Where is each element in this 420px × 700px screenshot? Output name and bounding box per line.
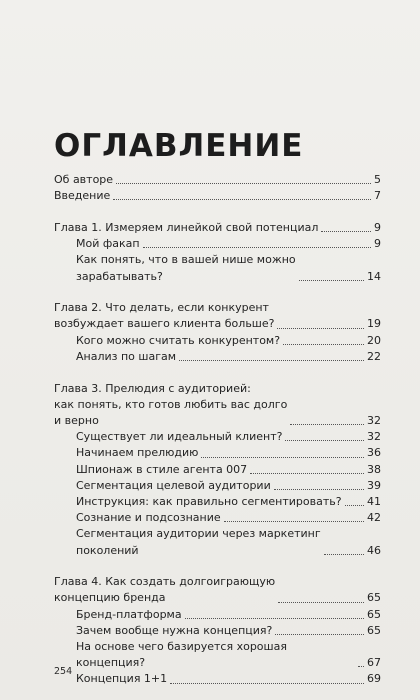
- toc-section-entry[interactable]: [54, 462, 381, 478]
- toc-group: [54, 172, 381, 204]
- toc-entry-page: 65: [367, 623, 381, 637]
- dot-leader: [116, 183, 371, 184]
- toc-entry-title: Анализ по шагам: [76, 349, 177, 363]
- bleed-through-text: [44, 6, 392, 126]
- toc-entry-page: 32: [367, 430, 381, 444]
- toc-section-entry[interactable]: [54, 333, 381, 349]
- toc-entry-page: 36: [367, 446, 381, 460]
- dot-leader: [170, 683, 364, 684]
- toc-entry-title: Концепция 1+1: [76, 672, 168, 686]
- toc-entry-page: 46: [367, 543, 381, 557]
- toc-section-entry[interactable]: [54, 349, 381, 365]
- toc-entry-title: Об авторе: [54, 173, 114, 186]
- page-title: ОГЛАВЛЕНИЕ: [54, 128, 304, 164]
- dot-leader: [113, 199, 371, 200]
- toc-section-entry[interactable]: [54, 623, 381, 639]
- toc-group: [54, 381, 381, 559]
- toc-entry-page: 9: [374, 237, 381, 251]
- dot-leader: [290, 424, 364, 425]
- dot-leader: [224, 521, 364, 522]
- toc-entry-title: Инструкция: как правильно сегментировать?: [76, 494, 342, 508]
- toc-entry-page: 42: [367, 511, 381, 525]
- toc-entry-page: 9: [374, 220, 381, 234]
- toc-section-entry[interactable]: [54, 478, 381, 494]
- toc-entry-page: 14: [367, 269, 381, 283]
- toc-entry-title: Кого можно считать конкурентом?: [76, 333, 281, 347]
- toc-entry-title: Глава 4. Как создать долгоиграющую концепцию бренда: [54, 575, 276, 605]
- toc-entry-title: Мой факап: [76, 237, 140, 251]
- dot-leader: [321, 231, 371, 232]
- toc-entry-title: Глава 1. Измеряем линейкой свой потенциал: [54, 220, 319, 234]
- toc-entry-page: 19: [367, 317, 381, 331]
- toc-entry-page: 69: [367, 672, 381, 686]
- table-of-contents: [54, 172, 381, 688]
- toc-entry-page: 67: [367, 656, 381, 670]
- toc-entry-title: Зачем вообще нужна концепция?: [76, 623, 273, 637]
- page-number: 254: [54, 666, 73, 677]
- toc-section-entry[interactable]: [54, 445, 381, 461]
- toc-section-entry[interactable]: [54, 510, 381, 526]
- toc-entry-title: Начинаем прелюдию: [76, 446, 199, 460]
- toc-entry-title: Глава 3. Прелюдия с аудиторией: как понять, кто готов любить вас долго и верно: [54, 381, 288, 427]
- toc-entry-page: 20: [367, 333, 381, 347]
- toc-entry-page: 41: [367, 494, 381, 508]
- dot-leader: [143, 247, 371, 248]
- dot-leader: [324, 554, 364, 555]
- toc-entry-page: 5: [374, 173, 381, 186]
- dot-leader: [358, 666, 364, 667]
- toc-entry-title: Сегментация аудитории через маркетинг поколений: [76, 527, 321, 557]
- toc-entry-title: Как понять, что в вашей нише можно зарабатывать?: [76, 253, 296, 283]
- toc-entry-page: 38: [367, 462, 381, 476]
- toc-entry-title: Сегментация целевой аудитории: [76, 478, 271, 492]
- dot-leader: [275, 634, 364, 635]
- toc-entry-page: 65: [367, 591, 381, 605]
- dot-leader: [250, 473, 364, 474]
- toc-chapter-entry[interactable]: [54, 381, 381, 430]
- toc-section-entry[interactable]: [54, 671, 381, 687]
- dot-leader: [185, 618, 364, 619]
- dot-leader: [278, 602, 364, 603]
- dot-leader: [299, 280, 364, 281]
- dot-leader: [277, 328, 364, 329]
- toc-chapter-entry[interactable]: [54, 188, 381, 204]
- toc-section-entry[interactable]: [54, 236, 381, 252]
- toc-entry-title: Бренд-платформа: [76, 607, 182, 621]
- toc-section-entry[interactable]: [54, 607, 381, 623]
- toc-chapter-entry[interactable]: [54, 574, 381, 606]
- dot-leader: [283, 344, 364, 345]
- toc-entry-title: Глава 2. Что делать, если конкурент возбуждает вашего клиента больше?: [54, 301, 275, 331]
- toc-entry-title: Введение: [54, 189, 111, 203]
- toc-entry-title: На основе чего базируется хорошая концепция?: [76, 640, 287, 670]
- dot-leader: [274, 489, 364, 490]
- toc-chapter-entry[interactable]: [54, 172, 381, 188]
- toc-section-entry[interactable]: [54, 639, 381, 671]
- dot-leader: [345, 505, 364, 506]
- toc-section-entry[interactable]: [54, 429, 381, 445]
- dot-leader: [179, 360, 364, 361]
- toc-entry-page: 7: [374, 189, 381, 203]
- toc-entry-page: 32: [367, 413, 381, 427]
- toc-section-entry[interactable]: [54, 252, 381, 284]
- toc-chapter-entry[interactable]: [54, 300, 381, 332]
- toc-entry-page: 39: [367, 478, 381, 492]
- toc-chapter-entry[interactable]: [54, 220, 381, 236]
- dot-leader: [285, 440, 364, 441]
- toc-entry-title: Существует ли идеальный клиент?: [76, 430, 283, 444]
- toc-section-entry[interactable]: [54, 494, 381, 510]
- toc-entry-title: Сознание и подсознание: [76, 511, 221, 525]
- toc-group: [54, 220, 381, 285]
- toc-entry-page: 22: [367, 349, 381, 363]
- dot-leader: [201, 457, 364, 458]
- toc-group: [54, 300, 381, 365]
- toc-entry-title: Шпионаж в стиле агента 007: [76, 462, 248, 476]
- toc-group: [54, 574, 381, 687]
- toc-entry-page: 65: [367, 607, 381, 621]
- toc-section-entry[interactable]: [54, 526, 381, 558]
